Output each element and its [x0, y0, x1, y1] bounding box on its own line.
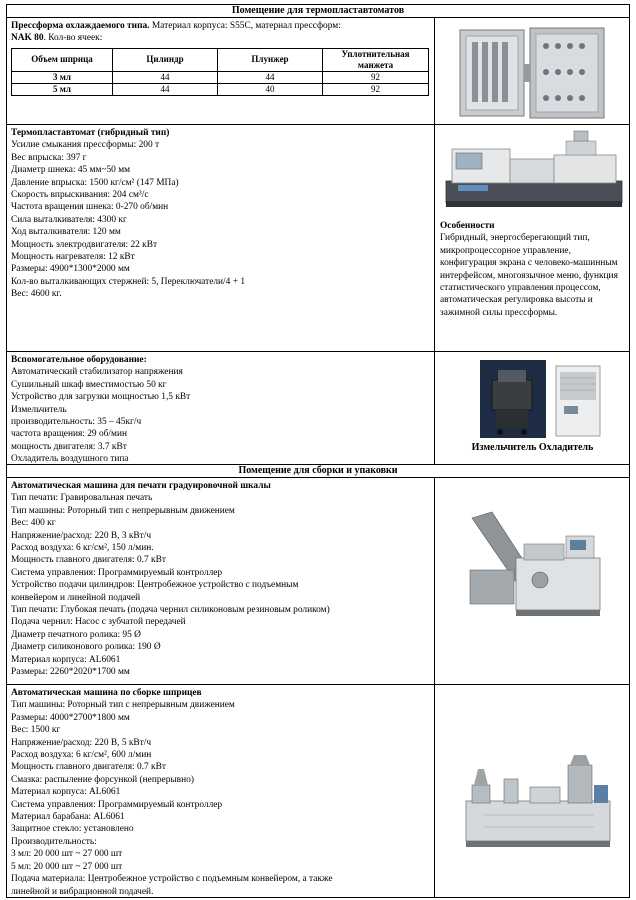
table-cell: 40: [218, 83, 323, 95]
spec-line: Система управления: Программируемый контроллер: [11, 799, 223, 810]
spec-line: Автоматический стабилизатор напряжения: [11, 367, 183, 378]
spec-line: Расход воздуха: 6 кг/см², 150 л/мин.: [11, 543, 154, 554]
spec-line: Размеры: 4900*1300*2000 мм: [11, 264, 130, 275]
mold-image-cell: [436, 18, 629, 124]
spec-line: Размеры: 2260*2020*1700 мм: [11, 667, 130, 678]
spec-line: Мощность главного двигателя: 0.7 кВт: [11, 555, 166, 566]
tpa-title: Термопластавтомат (гибридный тип): [11, 128, 170, 138]
spec-line: Защитное стекло: установлено: [11, 824, 134, 835]
spec-line: мощность двигателя: 3.7 кВт: [11, 441, 127, 452]
spec-line: Тип машины: Роторный тип с непрерывным движением: [11, 700, 235, 711]
spec-line: Расход воздуха: 6 кг/см², 600 л/мин: [11, 750, 152, 761]
table-cell: 92: [323, 71, 429, 83]
spec-line: Ход выталкивателя: 120 мм: [11, 227, 121, 238]
printer-image-cell: [436, 478, 629, 684]
spec-line: Охладитель воздушного типа: [11, 454, 129, 464]
mold-steel: NAK 80: [11, 33, 44, 44]
spec-line: Сушильный шкаф вместимостью 50 кг: [11, 379, 167, 390]
spec-line: Тип печати: Глубокая печать (подача чернил силиконовым резиновым роликом): [11, 605, 330, 616]
spec-line: 3 мл: 20 000 шт ~ 27 000 шт: [11, 849, 123, 860]
spec-line: конвейером и линейной подачей: [11, 592, 141, 603]
spec-line: Подача чернил: Насос с зубчатой передачей: [11, 617, 186, 628]
assembler-image-cell: [436, 685, 629, 897]
spec-line: Давление впрыска: 1500 кг/см² (147 МПа): [11, 177, 179, 188]
row-aux-equipment: [6, 351, 630, 464]
spec-line: Смазка: распыление форсункой (непрерывно): [11, 774, 194, 785]
spec-line: Подача материала: Центробежное устройство с подъемным конвейером, а также: [11, 874, 333, 885]
aux-title: Вспомогательное оборудование:: [11, 355, 147, 365]
spec-line: Вес: 1500 кг: [11, 725, 61, 736]
spec-line: Тип машины: Роторный тип с непрерывным движением: [11, 505, 235, 516]
syringe-assembly-machine-photo: [464, 755, 612, 851]
spec-line: Кол-во выталкивающих стержней: 5, Переключатели/4 + 1: [11, 276, 246, 287]
spec-line: Напряжение/расход: 220 В, 5 кВт/ч: [11, 737, 152, 748]
mold-cavity-label: . Кол-во ячеек:: [43, 33, 103, 44]
spec-sheet: [6, 4, 630, 897]
spec-line: Вес: 400 кг: [11, 518, 56, 529]
spec-line: частота вращения: 29 об/мин: [11, 429, 127, 440]
spec-line: производительность: 35 – 45кг/ч: [11, 417, 142, 428]
spec-line: Вес впрыска: 397 г: [11, 152, 87, 163]
spec-line: Мощность главного двигателя: 0.7 кВт: [11, 762, 166, 773]
aux-image-caption: Измельчитель Охладитель: [471, 442, 594, 453]
features-text: Гибридный, энергосберегающий тип, микропроцессорное управление, конфигурация экрана с человеко-машинным интерфейсом, многоязычное меню, функция статистического управления процессом, автоматическая регулировка высоты и зажимной силы прессформы.: [440, 233, 618, 318]
table-cell: 44: [218, 71, 323, 83]
spec-line: Сила выталкивателя: 4300 кг: [11, 214, 127, 225]
spec-line: Мощность электродвигателя: 22 кВт: [11, 239, 158, 250]
cavity-table: [11, 48, 429, 96]
spec-line: Материал корпуса: AL6061: [11, 654, 121, 665]
tpa-description: [7, 125, 435, 351]
spec-line: Устройство подачи цилиндров: Центробежное устройство с подъемным: [11, 580, 299, 591]
row-mold: [6, 17, 630, 124]
row-injection-machine: [6, 124, 630, 351]
spec-line: Система управления: Программируемый контроллер: [11, 567, 223, 578]
features-block: [440, 220, 625, 319]
spec-line: Диаметр шнека: 45 мм~50 мм: [11, 165, 131, 176]
table-cell: 5 мл: [12, 83, 113, 95]
table-row: [12, 83, 429, 95]
scale-printing-machine-photo: [466, 510, 606, 622]
assembler-description: [7, 685, 435, 897]
spec-line: Частота вращения шнека: 0-270 об/мин: [11, 202, 169, 213]
spec-line: Вес: 4600 кг.: [11, 289, 62, 300]
table-cell: 44: [113, 71, 218, 83]
col-header: Плунжер: [218, 48, 323, 71]
spec-line: Усилие смыкания прессформы: 200 т: [11, 140, 160, 151]
section-header-molding: Помещение для термопластавтоматов: [6, 4, 630, 17]
table-header-row: [12, 48, 429, 71]
features-title: Особенности: [440, 221, 495, 231]
table-row: [12, 71, 429, 83]
spec-line: 5 мл: 20 000 шт ~ 27 000 шт: [11, 861, 123, 872]
mold-intro: [11, 20, 430, 45]
spec-line: Размеры: 4000*2700*1800 мм: [11, 712, 130, 723]
table-cell: 3 мл: [12, 71, 113, 83]
mold-material: Материал корпуса: S55C, материал прессформ:: [149, 21, 341, 31]
spec-line: Напряжение/расход: 220 В, 3 кВт/ч: [11, 530, 152, 541]
printer-description: [7, 478, 435, 684]
spec-line: Измельчитель: [11, 404, 67, 415]
col-header: Уплотнительная манжета: [323, 48, 429, 71]
table-cell: 44: [113, 83, 218, 95]
printer-title: Автоматическая машина для печати градуировочной шкалы: [11, 481, 271, 491]
spec-line: Производительность:: [11, 836, 97, 847]
spec-line: Мощность нагревателя: 12 кВт: [11, 252, 135, 263]
tpa-image-cell: [436, 125, 629, 351]
col-header: Объем шприца: [12, 48, 113, 71]
spec-line: Устройство для загрузки мощностью 1,5 кВт: [11, 392, 191, 403]
row-printing-machine: [6, 477, 630, 684]
injection-molding-machine-photo: [442, 129, 624, 215]
table-cell: 92: [323, 83, 429, 95]
granulator-and-chiller-photo: [480, 360, 604, 440]
spec-line: Материал барабана: AL6061: [11, 812, 125, 823]
mold-title: Прессформа охлаждаемого типа.: [11, 21, 150, 31]
spec-line: Материал корпуса: AL6061: [11, 787, 121, 798]
section-header-assembly: Помещение для сборки и упаковки: [6, 464, 630, 477]
row-assembly-machine: [6, 684, 630, 898]
spec-line: Диаметр печатного ролика: 95 Ø: [11, 629, 141, 640]
injection-mold-photo: [458, 26, 608, 120]
spec-line: линейной и вибрационной подачей.: [11, 886, 154, 897]
mold-description: [7, 18, 435, 124]
aux-description: [7, 352, 435, 464]
spec-line: Диаметр силиконового ролика: 190 Ø: [11, 642, 161, 653]
col-header: Цилиндр: [113, 48, 218, 71]
spec-line: Тип печати: Гравировальная печать: [11, 493, 153, 504]
aux-image-cell: [436, 352, 629, 464]
spec-line: Скорость впрыскивания: 204 см³/с: [11, 190, 149, 201]
assembler-title: Автоматическая машина по сборке шприцев: [11, 688, 202, 698]
